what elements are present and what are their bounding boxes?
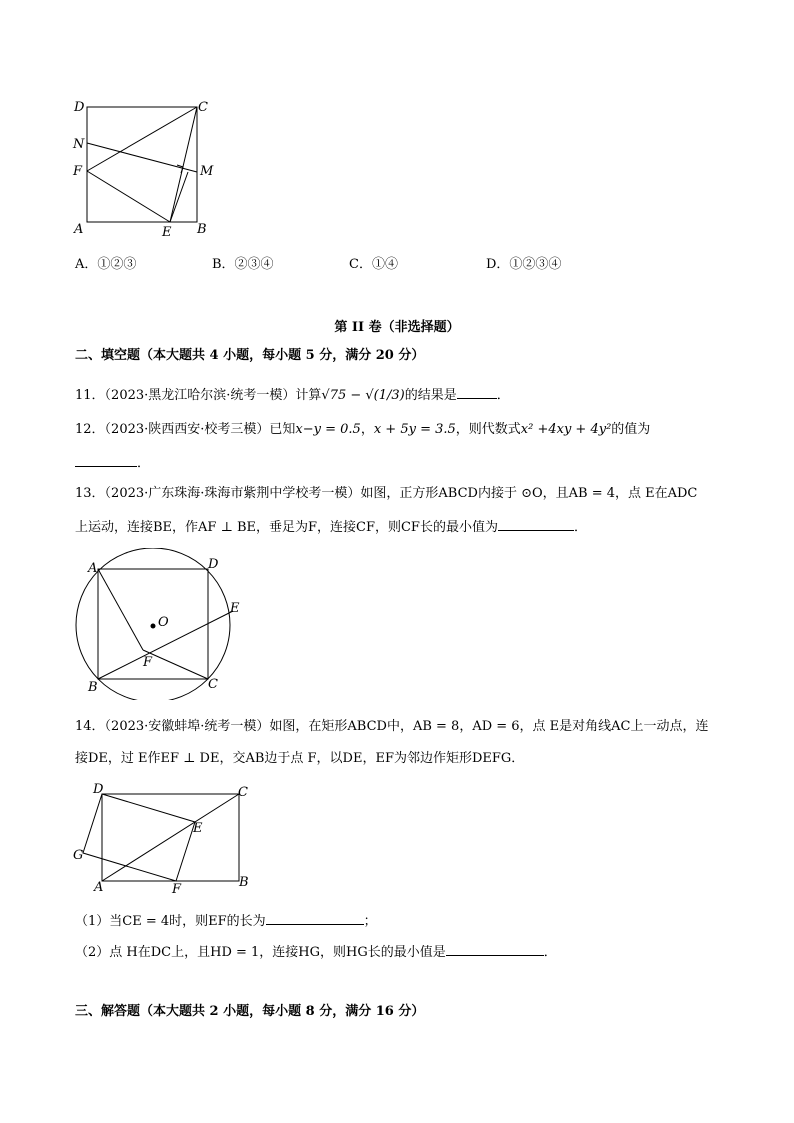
- q11-expression: √75 − √(1/3): [321, 388, 405, 403]
- rectangle-defg: [83, 794, 195, 881]
- label-f: F: [73, 164, 83, 179]
- q14-sub2: [75, 941, 557, 962]
- q12-condition-2: x + 5y = 3.5: [373, 422, 456, 437]
- q12-prefix: 12．（2023·陕西西安·校考三模）已知: [75, 422, 296, 437]
- section2-header: 二、填空题（本大题共 4 小题，每小题 5 分，满分 20 分）: [75, 348, 425, 363]
- label-e: E: [230, 601, 240, 616]
- q11: [75, 384, 510, 405]
- segment-em: [170, 172, 188, 222]
- label-e: E: [162, 225, 172, 240]
- label-g: G: [73, 848, 84, 863]
- q12-mid: ，则代数式: [455, 422, 521, 437]
- q12-answer-line: [75, 452, 150, 473]
- choice-d[interactable]: D．①②③④: [486, 257, 562, 272]
- segment-fe: [87, 171, 170, 222]
- diagonal-ac: [102, 794, 239, 881]
- q14-sub1: [75, 910, 377, 931]
- label-c: C: [238, 785, 248, 800]
- segment-af: [98, 569, 143, 650]
- segment-ec: [170, 107, 197, 222]
- label-f: F: [143, 655, 153, 670]
- q14-sub2-text: （2）点 H在DC上，且HD = 1，连接HG，则HG长的最小值是: [75, 945, 446, 960]
- label-a: A: [88, 561, 98, 576]
- q12-separator: ，: [360, 422, 374, 437]
- choice-b[interactable]: B．②③④: [212, 257, 274, 272]
- label-m: M: [200, 164, 214, 179]
- segment-fc: [143, 650, 208, 679]
- q13-line2: [75, 516, 587, 537]
- q11-answer-blank[interactable]: [457, 384, 497, 399]
- label-a: A: [94, 880, 104, 895]
- q11-suffix: 的结果是: [404, 388, 457, 403]
- q13-answer-blank[interactable]: [498, 516, 574, 531]
- q12-expression: x² +4xy + 4y²: [520, 422, 612, 437]
- q14-line1: 14．（2023·安徽蚌埠·统考一模）如图，在矩形ABCD中，AB = 8，AD = 6，点 E是对角线AC上一动点，连: [75, 719, 709, 734]
- q13-end: ．: [573, 520, 587, 535]
- q12-answer-blank[interactable]: [75, 452, 137, 467]
- q14-figure: [60, 778, 260, 898]
- label-b: B: [239, 875, 249, 890]
- label-d: D: [74, 100, 85, 115]
- choice-c[interactable]: C．①④: [349, 257, 398, 272]
- q11-end: ．: [496, 388, 510, 403]
- center-point-o: [151, 624, 156, 629]
- q13-figure: [60, 548, 260, 700]
- section3-header: 三、解答题（本大题共 2 小题，每小题 8 分，满分 16 分）: [75, 1004, 425, 1019]
- label-c: C: [208, 677, 218, 692]
- q10-figure: [60, 95, 230, 245]
- q12-condition-1: x−y = 0.5: [295, 422, 361, 437]
- q14-line2: 接DE，过 E作EF ⊥ DE，交AB边于点 F，以DE，EF为邻边作矩形DEFG．: [75, 751, 525, 766]
- q14-sub2-answer-blank[interactable]: [446, 941, 544, 956]
- segment-fc: [87, 107, 197, 171]
- q14-sub1-answer-blank[interactable]: [266, 910, 364, 925]
- label-f: F: [172, 882, 182, 897]
- q14-sub1-end: ；: [363, 914, 377, 929]
- q12: [75, 421, 650, 439]
- label-e: E: [193, 821, 203, 836]
- q10-choices: [75, 253, 635, 271]
- label-d: D: [208, 557, 219, 572]
- q11-prefix: 11．（2023·黑龙江哈尔滨·统考一模）计算: [75, 388, 322, 403]
- q14-sub2-end: ．: [543, 945, 557, 960]
- segment-nm: [87, 143, 197, 172]
- q12-suffix: 的值为: [611, 422, 651, 437]
- q13-line2-text: 上运动，连接BE，作AF ⊥ BE，垂足为F，连接CF，则CF长的最小值为: [75, 520, 498, 535]
- label-c: C: [198, 100, 208, 115]
- choice-a[interactable]: A．①②③: [75, 257, 137, 272]
- label-o: O: [158, 615, 169, 630]
- label-b: B: [197, 222, 207, 237]
- label-b: B: [88, 680, 98, 695]
- label-d: D: [93, 782, 104, 797]
- q12-end: ．: [137, 456, 151, 471]
- q13-line1: 13．（2023·广东珠海·珠海市紫荆中学校考一模）如图，正方形ABCD内接于 ⊙O，且AB = 4，点 E在ADC: [75, 486, 698, 501]
- q14-sub1-text: （1）当CE = 4时，则EF的长为: [75, 914, 266, 929]
- label-n: N: [73, 137, 85, 152]
- label-a: A: [74, 222, 84, 237]
- part2-title: 第 II 卷（非选择题）: [334, 320, 460, 335]
